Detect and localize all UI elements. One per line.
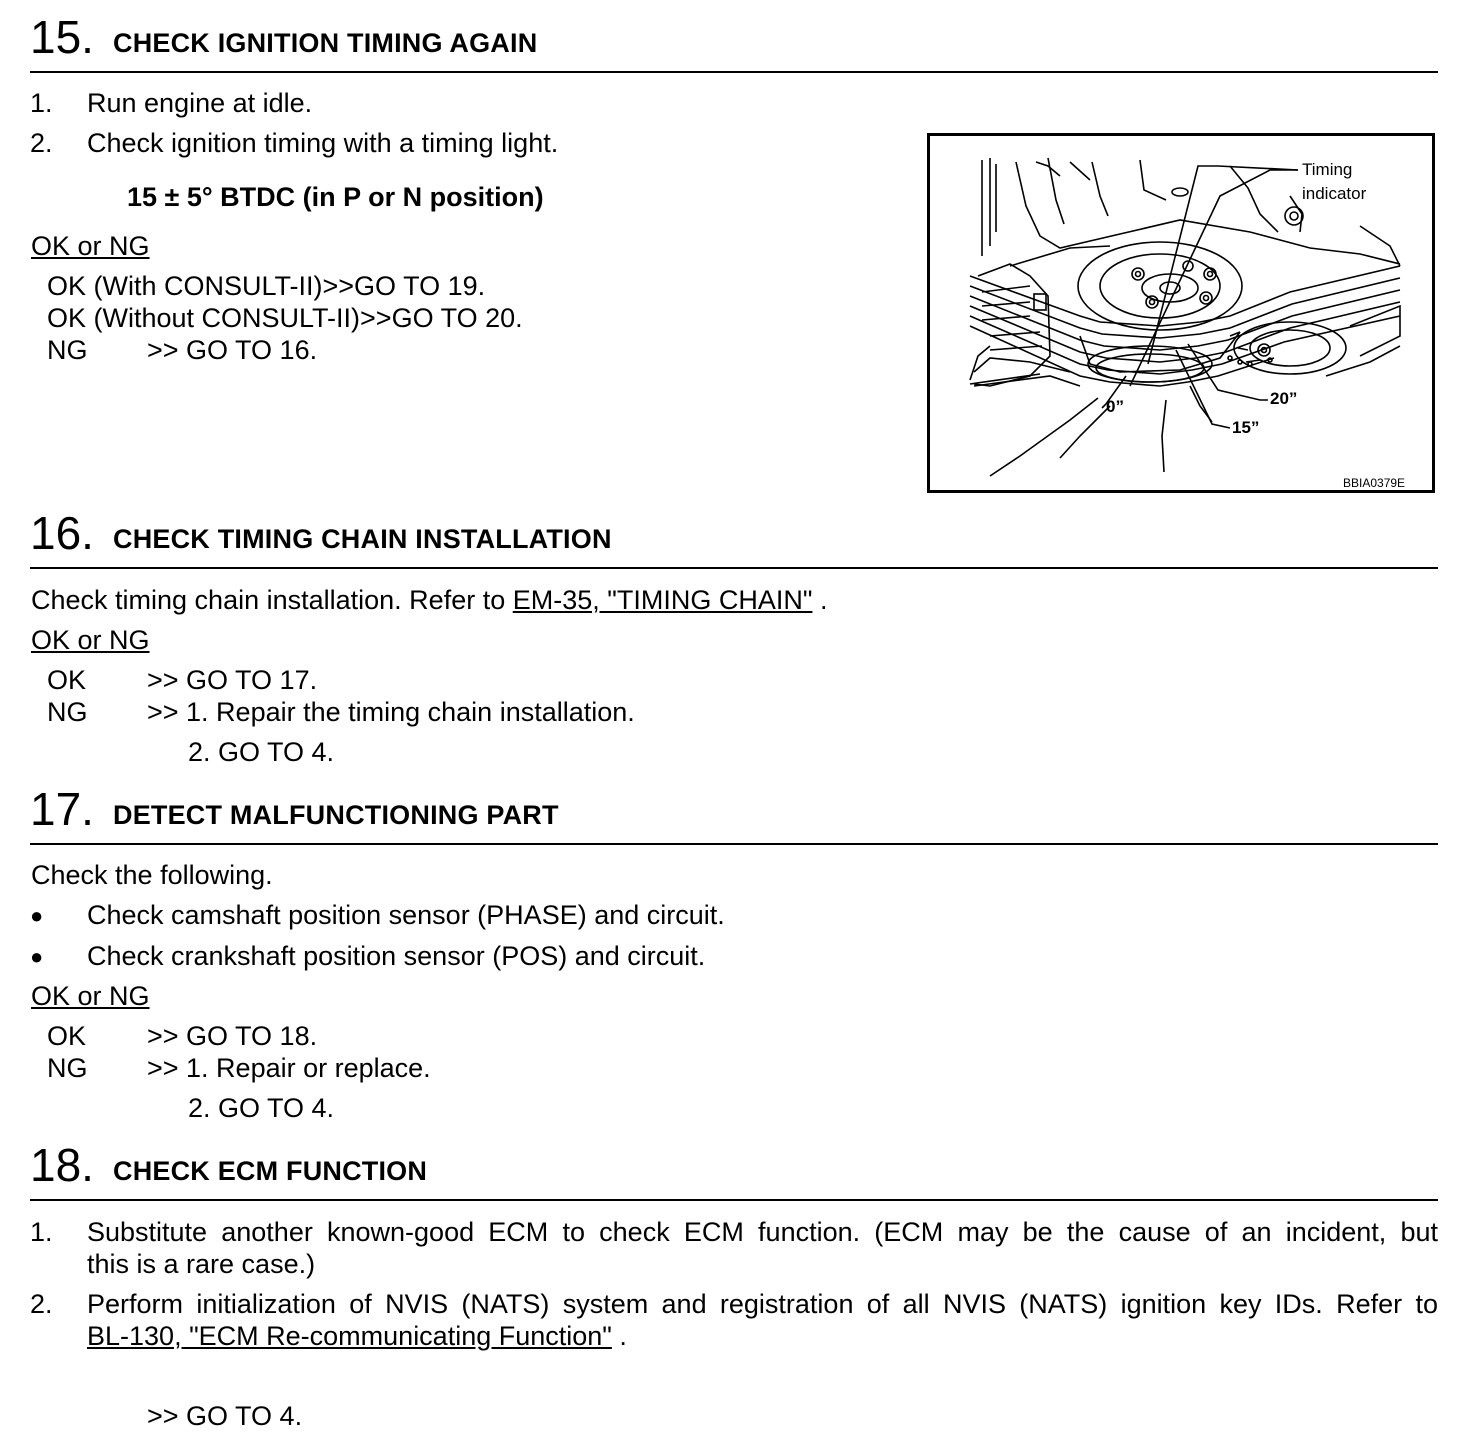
- step-number-17: 17.: [30, 783, 94, 835]
- result-ok-consult: OK (With CONSULT-II)>>GO TO 19.: [47, 271, 486, 301]
- result-ok-text-16: >> GO TO 17.: [147, 665, 318, 695]
- mark-15-label: 15”: [1232, 418, 1260, 437]
- label-timing: Timing: [1302, 160, 1353, 179]
- section-title-16: CHECK TIMING CHAIN INSTALLATION: [113, 524, 612, 554]
- crank-pulley-illustration: [930, 136, 1432, 490]
- label-indicator: indicator: [1302, 184, 1367, 203]
- check-item-crankshaft: Check crankshaft position sensor (POS) and circuit.: [87, 941, 706, 971]
- step-18-2-end: .: [611, 1321, 627, 1351]
- step-18-2-number: 2.: [30, 1289, 53, 1319]
- figure-code: BBIA0379E: [1343, 476, 1406, 490]
- result-ok-without-consult: OK (Without CONSULT-II)>>GO TO 20.: [47, 303, 523, 333]
- step-number-15: 15.: [30, 11, 94, 63]
- section-divider-17: [30, 843, 1438, 845]
- step-18-1-line1: Substitute another known-good ECM to check ECM function. (ECM may be the cause of an incident, but: [87, 1217, 1438, 1247]
- result-ng-code-15: NG: [47, 335, 88, 365]
- result-ng-step2-16: 2. GO TO 4.: [188, 737, 335, 767]
- step-15-2-text: Check ignition timing with a timing light.: [87, 128, 559, 158]
- section-title-15: CHECK IGNITION TIMING AGAIN: [113, 28, 538, 58]
- instruction-text-16: Check timing chain installation. Refer to: [31, 585, 513, 615]
- mark-0-label: 0”: [1106, 397, 1124, 416]
- section-divider-15: [30, 71, 1438, 73]
- result-ok-text-17: >> GO TO 18.: [147, 1021, 318, 1051]
- step-18-2-line1: Perform initialization of NVIS (NATS) system and registration of all NVIS (NATS) ignition key IDs. Refer to: [87, 1289, 1438, 1319]
- bl-130-link[interactable]: BL-130, "ECM Re-communicating Function": [87, 1321, 612, 1351]
- final-go-to: >> GO TO 4.: [147, 1401, 303, 1431]
- result-ng-text-15: >> GO TO 16.: [147, 335, 318, 365]
- result-ng-text-17: >> 1. Repair or replace.: [147, 1053, 431, 1083]
- section-title-18: CHECK ECM FUNCTION: [113, 1156, 428, 1186]
- result-ng-text-16: >> 1. Repair the timing chain installation.: [147, 697, 635, 727]
- step-18-1-line2: this is a rare case.): [87, 1249, 316, 1279]
- timing-chain-instruction: [31, 584, 827, 616]
- ok-ng-label-16: OK or NG: [31, 625, 150, 655]
- check-following-text: Check the following.: [31, 860, 273, 890]
- step-number-18: 18.: [30, 1139, 94, 1191]
- bullet-icon: ●: [30, 903, 44, 928]
- section-title-17: DETECT MALFUNCTIONING PART: [113, 800, 559, 830]
- step-number-16: 16.: [30, 507, 94, 559]
- timing-indicator-figure: [927, 133, 1435, 493]
- step-18-1-number: 1.: [30, 1217, 53, 1247]
- result-ok-code-16: OK: [47, 665, 87, 695]
- step-15-1-text: Run engine at idle.: [87, 88, 313, 118]
- em-35-link[interactable]: EM-35, "TIMING CHAIN": [512, 585, 813, 615]
- step-15-1-number: 1.: [30, 88, 53, 118]
- step-15-2-number: 2.: [30, 128, 53, 158]
- result-ng-code-17: NG: [47, 1053, 88, 1083]
- check-item-camshaft: Check camshaft position sensor (PHASE) and circuit.: [87, 900, 725, 930]
- mark-20-label: 20”: [1270, 389, 1298, 408]
- ok-ng-label-15: OK or NG: [31, 231, 150, 261]
- section-divider-16: [30, 567, 1438, 569]
- section-divider-18: [30, 1199, 1438, 1201]
- timing-specification: 15 ± 5° BTDC (in P or N position): [127, 182, 544, 212]
- result-ok-code-17: OK: [47, 1021, 87, 1051]
- result-ng-step2-17: 2. GO TO 4.: [188, 1093, 335, 1123]
- step-18-2-line2: [87, 1320, 627, 1352]
- instruction-end-16: .: [812, 585, 828, 615]
- ok-ng-label-17: OK or NG: [31, 981, 150, 1011]
- result-ng-code-16: NG: [47, 697, 88, 727]
- bullet-icon: ●: [30, 944, 44, 969]
